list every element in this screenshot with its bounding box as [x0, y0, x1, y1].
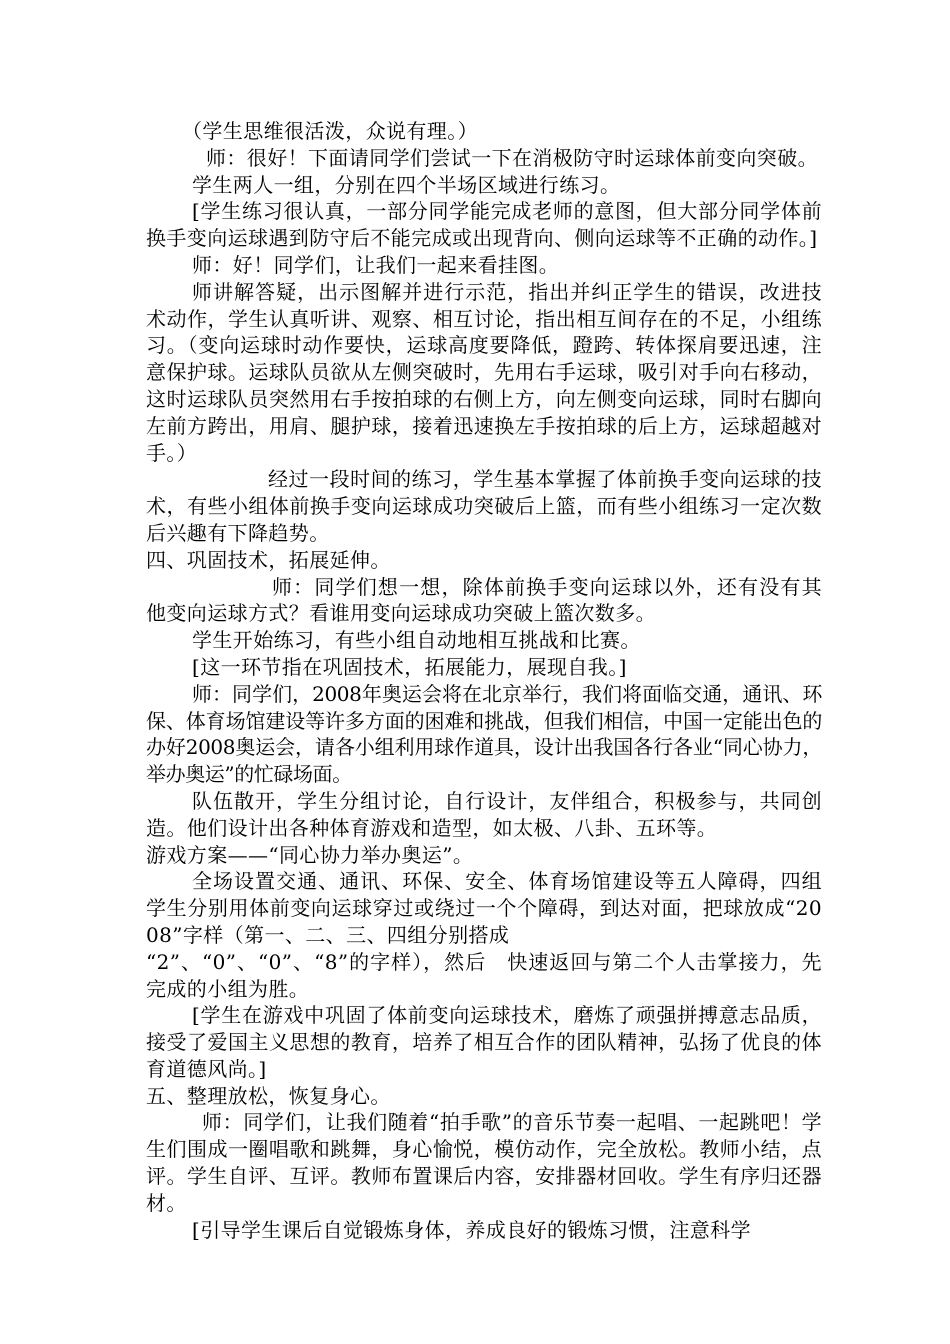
paragraph-game-rules: 全场设置交通、通讯、环保、安全、体育场馆建设等五人障碍，四组学生分别用体前变向运球穿过或绕过一个个障碍，到达对面，把球放成“2008”字样（第一、二、三、四组分别搭成 [146, 869, 822, 947]
paragraph-pair-practice: 学生两人一组，分别在四个半场区域进行练习。 [192, 172, 621, 197]
paragraph-teacher-chart: 师：好！同学们，让我们一起来看挂图。 [192, 252, 560, 277]
paragraph-guidance-note: [引导学生课后自觉锻炼身体，养成良好的锻炼习惯，注意科学 [192, 1217, 752, 1242]
paragraph-group-design: 队伍散开，学生分组讨论，自行设计，友伴组合，积极参与，共同创造。他们设计出各种体育游戏和造型，如太极、八卦、五环等。 [146, 788, 822, 840]
document-body [146, 118, 822, 1243]
paragraph-teacher-question: 师：同学们想一想，除体前换手变向运球以外，还有没有其他变向运球方式？看谁用变向运球成功突破上篮次数多。 [146, 574, 822, 626]
paragraph-practice-result: 经过一段时间的练习，学生基本掌握了体前换手变向运球的技术，有些小组体前换手变向运球成功突破后上篮，而有些小组练习一定次数后兴趣有下降趋势。 [146, 467, 822, 545]
section-heading-four: 四、巩固技术，拓展延伸。 [146, 547, 391, 572]
paragraph-practice-note: [学生练习很认真，一部分同学能完成老师的意图，但大部分同学体前换手变向运球遇到防守后不能完成或出现背向、侧向运球等不正确的动作。] [146, 199, 822, 251]
paragraph-purpose-note: [这一环节指在巩固技术，拓展能力，展现自我。] [192, 654, 627, 679]
paragraph-student-challenge: 学生开始练习，有些小组自动地相互挑战和比赛。 [192, 628, 641, 653]
paragraph-olympics-intro: 师：同学们，2008年奥运会将在北京举行，我们将面临交通，通讯、环保、体育场馆建设等许多方面的困难和挑战，但我们相信，中国一定能出色的办好2008奥运会，请各小组利用球作道具，设计出我国各行各业“同心协力，举办奥运”的忙碌场面。 [146, 681, 822, 787]
paragraph-student-reaction: （学生思维很活泼，众说有理。） [182, 119, 478, 143]
paragraph-game-plan: 游戏方案——“同心协力举办奥运”。 [146, 842, 474, 867]
paragraph-teacher-explanation: 师讲解答疑，出示图解并进行示范，指出并纠正学生的错误，改进技术动作，学生认真听讲、观察、相互讨论，指出相互间存在的不足，小组练习。（变向运球时动作要快，运球高度要降低，蹬跨、转体探肩要迅速，注意保护球。运球队员欲从左侧突破时，先用右手运球，吸引对手向右移动，这时运球队员突然用右手按拍球的右侧上方，向左侧变向运球，同时右脚向左前方跨出，用肩、腿护球，接着迅速换左手按拍球的后上方，运球超越对手。） [146, 279, 822, 465]
paragraph-game-rules-cont: “2”、“0”、“0”、“8”的字样），然后 快速返回与第二个人击掌接力，先完成的小组为胜。 [146, 949, 822, 1001]
paragraph-game-note: [学生在游戏中巩固了体前变向运球技术，磨炼了顽强拼搏意志品质，接受了爱国主义思想的教育，培养了相互合作的团队精神，弘扬了优良的体育道德风尚。] [146, 1003, 822, 1081]
paragraph-teacher-prompt: 师：很好！下面请同学们尝试一下在消极防守时运球体前变向突破。 [206, 145, 818, 170]
section-heading-five: 五、整理放松，恢复身心。 [146, 1083, 391, 1108]
paragraph-cooldown: 师：同学们，让我们随着“拍手歌”的音乐节奏一起唱、一起跳吧！学生们围成一圈唱歌和跳舞，身心愉悦，模仿动作，完全放松。教师小结，点评。学生自评、互评。教师布置课后内容，安排器材回收。学生有序归还器材。 [146, 1110, 822, 1215]
